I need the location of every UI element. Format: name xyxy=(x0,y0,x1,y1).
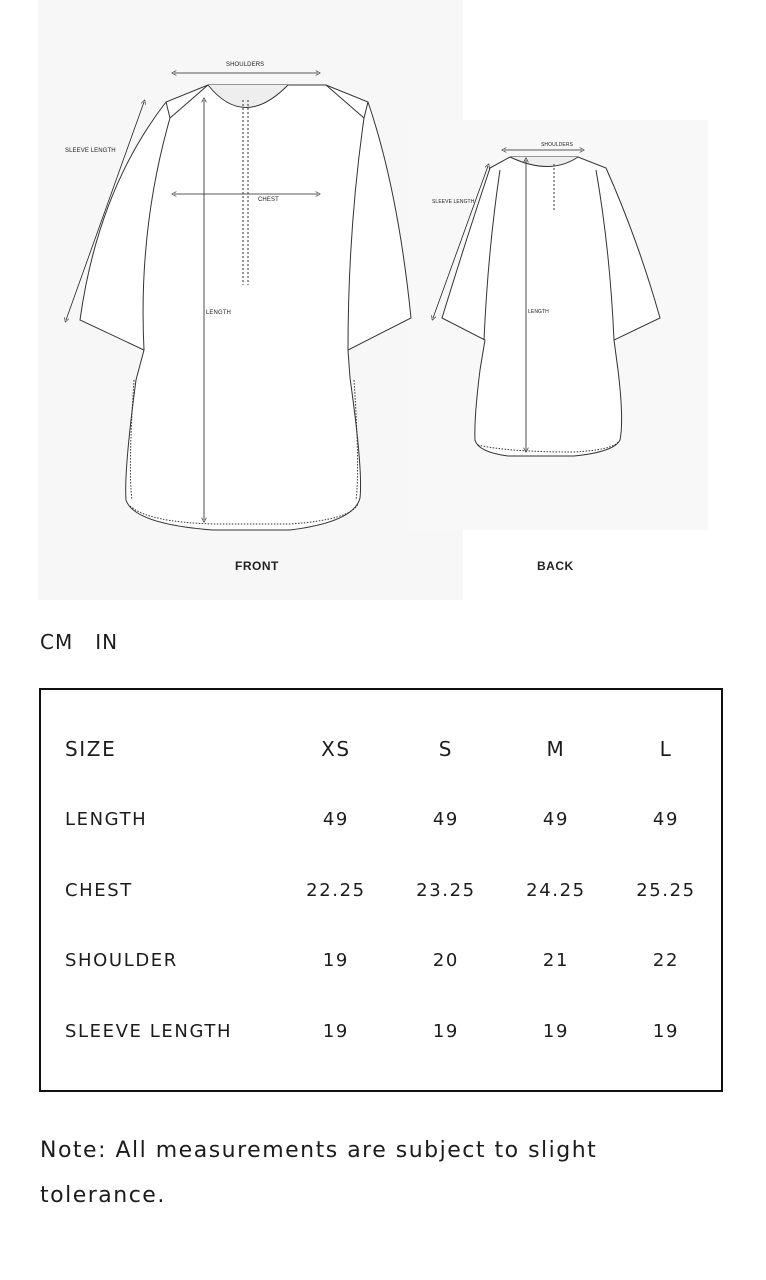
table-cell: 22 xyxy=(652,950,680,972)
table-row xyxy=(65,855,721,926)
size-column-l: L xyxy=(659,737,673,762)
size-column-xs: XS xyxy=(321,737,351,762)
table-cell: 24.25 xyxy=(526,879,586,901)
back-sleeve-length-label: SLEEVE LENGTH xyxy=(432,199,475,205)
table-cell: 19 xyxy=(432,1020,459,1042)
table-cell: 19 xyxy=(652,1020,680,1042)
front-sleeve-length-label: SLEEVE LENGTH xyxy=(65,148,116,154)
table-row xyxy=(65,926,721,997)
table-cell: 19 xyxy=(322,950,349,972)
unit-option-in[interactable]: IN xyxy=(95,630,119,654)
row-label: LENGTH xyxy=(65,809,148,831)
front-shoulders-label: SHOULDERS xyxy=(226,62,265,68)
tolerance-note: Note: All measurements are subject to slight tolerance. xyxy=(40,1138,598,1208)
front-chest-label: CHEST xyxy=(258,197,279,203)
garment-sketch xyxy=(38,0,708,600)
unit-toggle xyxy=(40,630,118,654)
row-label: SHOULDER xyxy=(65,950,178,972)
back-shoulders-label: SHOULDERS xyxy=(541,142,574,148)
unit-option-cm[interactable]: CM xyxy=(40,630,74,654)
table-cell: 20 xyxy=(432,950,459,972)
table-cell: 19 xyxy=(542,1020,569,1042)
table-cell: 49 xyxy=(652,809,680,831)
table-cell: 23.25 xyxy=(416,879,476,901)
table-row xyxy=(65,785,721,856)
size-column-m: M xyxy=(546,737,566,762)
table-cell: 49 xyxy=(432,809,459,831)
table-cell: 25.25 xyxy=(636,879,696,901)
front-view-label: FRONT xyxy=(235,559,279,573)
table-cell: 21 xyxy=(542,950,569,972)
table-row xyxy=(65,996,721,1067)
table-cell: 49 xyxy=(542,809,569,831)
garment-diagram xyxy=(38,0,708,600)
size-header: SIZE xyxy=(65,737,117,762)
table-cell: 49 xyxy=(322,809,349,831)
front-length-label: LENGTH xyxy=(206,310,231,316)
row-label: CHEST xyxy=(65,879,133,901)
table-cell: 19 xyxy=(322,1020,349,1042)
size-column-s: S xyxy=(438,737,454,762)
row-label: SLEEVE LENGTH xyxy=(65,1020,233,1042)
table-header-row xyxy=(65,714,721,785)
back-length-label: LENGTH xyxy=(528,309,549,315)
table-cell: 22.25 xyxy=(306,879,366,901)
back-view-label: BACK xyxy=(537,559,574,573)
size-chart-table xyxy=(39,688,723,1092)
